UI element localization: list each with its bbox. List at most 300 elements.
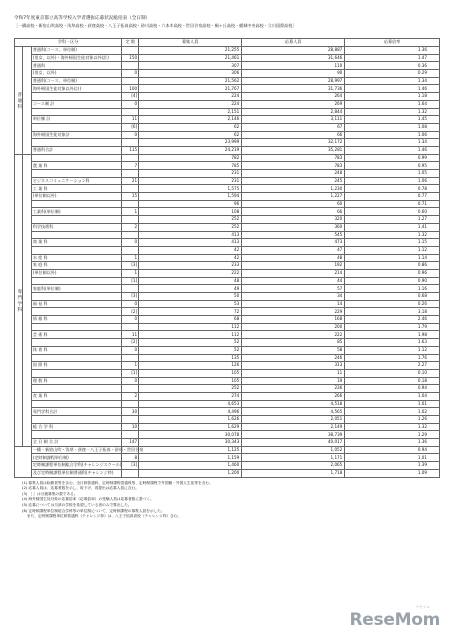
capacity-cell: 30,078 (139, 431, 242, 439)
count-cell: 30 (122, 408, 139, 416)
ratio-cell: 1.64 (345, 100, 440, 108)
footnote: (1) 募集人員は転勤者等を含む。全日制普通科、定時制課程普通科等、定時制課程で外国籍・外国人生徒等を含む。 (22, 480, 213, 485)
capacity-cell: 96 (139, 200, 242, 208)
watermark-logo: ReseMom (349, 610, 440, 630)
capacity-cell: 62 (139, 131, 242, 139)
ratio-cell: 1.06 (345, 177, 440, 185)
count-cell: 1 (122, 269, 139, 277)
capacity-cell: 413 (139, 239, 242, 247)
ratio-cell: 0.94 (345, 385, 440, 393)
ratio-cell: 0.18 (345, 377, 440, 385)
table-row (15, 47, 440, 55)
capacity-cell: 307 (139, 62, 242, 70)
table-row (15, 369, 440, 377)
ratio-cell: 1.32 (345, 423, 440, 431)
ratio-cell: 1.12 (345, 346, 440, 354)
col-header-ratio: 応募倍率 (345, 39, 440, 47)
capacity-cell: 42 (139, 254, 242, 262)
capacity-cell: 274 (139, 392, 242, 400)
ratio-cell: 3.18 (345, 308, 440, 316)
dept-name: 全 日 制 合 計 (31, 439, 121, 447)
capacity-cell: 50 (139, 293, 242, 301)
capacity-cell: 252 (139, 223, 242, 231)
ratio-cell: 0.26 (345, 300, 440, 308)
ratio-cell: 1.04 (345, 392, 440, 400)
capacity-cell: 126 (139, 362, 242, 370)
ratio-cell: 1.47 (345, 54, 440, 62)
table-row (15, 70, 440, 78)
count-cell: 147 (122, 439, 139, 447)
dept-name: 専門学科合計 (31, 408, 121, 416)
capacity-cell: 105 (139, 369, 242, 377)
page-subtitle: ［一橋高校・新宿山吹高校・浅草高校・荻窪高校・八王子拓真高校・砂川高校・六本木高校・世田谷泉高校・桐ヶ丘高校・稲城中央高校・立川国際高校］ (14, 23, 297, 28)
capacity-cell: 52 (139, 346, 242, 354)
table-row (15, 223, 440, 231)
table-row (15, 454, 440, 462)
capacity-cell: 53 (139, 300, 242, 308)
applicants-cell: 44 (242, 277, 345, 285)
capacity-cell: 231 (139, 170, 242, 178)
dept-name (31, 231, 121, 239)
table-row (15, 285, 440, 293)
capacity-cell: 224 (139, 100, 242, 108)
dept-name (31, 339, 121, 347)
applicants-cell: 1,052 (242, 446, 345, 454)
ratio-cell: 1.41 (345, 223, 440, 231)
table-row (15, 108, 440, 116)
count-cell: [3] (122, 462, 139, 470)
table-row (15, 146, 440, 154)
applicants-cell: 11 (242, 369, 345, 377)
count-cell (122, 154, 139, 162)
capacity-cell: 49 (139, 285, 242, 293)
ratio-cell: 0.77 (345, 193, 440, 201)
applicants-cell: 40,017 (242, 439, 345, 447)
dept-name: 工 業 科 (31, 185, 121, 193)
ratio-cell: 1.15 (345, 239, 440, 247)
capacity-cell: 52 (139, 339, 242, 347)
applicants-cell: 28,887 (242, 47, 345, 55)
footnote: (3) ［ ］は分割募集の数である。 (22, 491, 78, 496)
count-cell: 7 (122, 162, 139, 170)
table-row (15, 216, 440, 224)
applicants-cell: 35,281 (242, 146, 345, 154)
count-cell (122, 216, 139, 224)
applicants-cell: 2,051 (242, 416, 345, 424)
applicants-cell: 320 (242, 216, 345, 224)
applicants-cell: 3,111 (242, 116, 345, 124)
applicants-cell: 4,565 (242, 408, 345, 416)
table-row (15, 392, 440, 400)
ratio-cell: 1.29 (345, 431, 440, 439)
capacity-cell: 252 (139, 216, 242, 224)
capacity-cell: 21,767 (139, 85, 242, 93)
applicants-cell: 31,736 (242, 85, 345, 93)
applicants-cell: 545 (242, 231, 345, 239)
count-cell (122, 354, 139, 362)
subgroup-cell (23, 154, 31, 446)
applicants-cell: 66 (242, 131, 345, 139)
applicants-cell: 57 (242, 285, 345, 293)
dept-name: 産 業 科 (31, 392, 121, 400)
capacity-cell: 306 (139, 70, 242, 78)
capacity-cell: 62 (139, 123, 242, 131)
count-cell (122, 170, 139, 178)
capacity-cell: 1,125 (139, 446, 242, 454)
count-cell (122, 416, 139, 424)
applicants-cell: 47 (242, 246, 345, 254)
capacity-cell: 1,626 (139, 416, 242, 424)
applicants-cell: 110 (242, 62, 345, 70)
applicants-cell: 4,518 (242, 400, 345, 408)
count-cell: 0 (122, 316, 139, 324)
dept-name (31, 93, 121, 101)
ratio-cell: 1.34 (345, 77, 440, 85)
ratio-cell: 1.26 (345, 416, 440, 424)
dept-name: 国 際 科 (31, 362, 121, 370)
ratio-cell: 1.16 (345, 285, 440, 293)
applicants-cell: 38,739 (242, 431, 345, 439)
ratio-cell: 1.12 (345, 246, 440, 254)
page-title: 令和7年度東京都立高等学校入学者選抜応募状況総括表（全日制） (14, 16, 151, 21)
dept-name: 総 合 学 科 (31, 423, 121, 431)
count-cell: 0 (122, 70, 139, 78)
capacity-cell: 108 (139, 208, 242, 216)
ratio-cell: 0.90 (345, 277, 440, 285)
table-row (15, 246, 440, 254)
count-cell: 150 (122, 54, 139, 62)
table-row (15, 300, 440, 308)
count-cell (122, 285, 139, 293)
applicants-cell: 67 (242, 123, 345, 131)
applicants-cell: 168 (242, 316, 345, 324)
table-row (15, 316, 440, 324)
count-cell: [3] (122, 293, 139, 301)
capacity-cell: 1,629 (139, 423, 242, 431)
ratio-cell: 0.94 (345, 446, 440, 454)
group-label-futsu: 普 通 科 (15, 47, 23, 155)
ratio-cell: 1.05 (345, 170, 440, 178)
ratio-cell: 1.06 (345, 131, 440, 139)
table-row (15, 385, 440, 393)
capacity-cell: 2,151 (139, 108, 242, 116)
dept-name (31, 216, 121, 224)
applicants-cell: 248 (242, 170, 345, 178)
capacity-cell: 782 (139, 154, 242, 162)
capacity-cell: 24,219 (139, 146, 242, 154)
ratio-cell: 1.39 (345, 462, 440, 470)
count-cell: 10 (122, 423, 139, 431)
capacity-cell: 30,343 (139, 439, 242, 447)
ratio-cell: 0.29 (345, 70, 440, 78)
table-row (15, 462, 440, 470)
capacity-cell: 252 (139, 385, 242, 393)
ratio-cell: 1.27 (345, 216, 440, 224)
capacity-cell: 4,496 (139, 408, 242, 416)
capacity-cell: 112 (139, 323, 242, 331)
capacity-cell: 231 (139, 177, 242, 185)
ratio-cell: 1.01 (345, 400, 440, 408)
capacity-cell: 135 (139, 354, 242, 362)
table-row (15, 239, 440, 247)
table-row (15, 162, 440, 170)
count-cell: [1] (122, 369, 139, 377)
dept-name (31, 323, 121, 331)
table-row (15, 293, 440, 301)
ratio-cell: 1.79 (345, 323, 440, 331)
dept-name (31, 154, 121, 162)
capacity-cell: 4,653 (139, 400, 242, 408)
dept-name: 普通科(コース、単位制) (31, 47, 121, 55)
dept-name (31, 385, 121, 393)
applicants-cell: 90 (242, 70, 345, 78)
count-cell: 0 (122, 300, 139, 308)
capacity-cell: 48 (139, 277, 242, 285)
count-cell (122, 139, 139, 147)
dept-name: 単位制 計 (31, 116, 121, 124)
table-header-row (15, 39, 440, 47)
ratio-cell: 0.36 (345, 62, 440, 70)
dept-name: 工業科(単位制) (31, 208, 121, 216)
col-header-count: 定 数 (122, 39, 139, 47)
table-row (15, 269, 440, 277)
dept-name: 普通科合計 (31, 146, 121, 154)
dept-name (31, 308, 121, 316)
table-row (15, 193, 440, 201)
capacity-cell: 2,146 (139, 116, 242, 124)
ratio-cell: 0.71 (345, 200, 440, 208)
applicants-cell: 14 (242, 300, 345, 308)
table-row (15, 377, 440, 385)
applicants-cell: 48 (242, 254, 345, 262)
ratio-cell: 1.45 (345, 116, 440, 124)
watermark-kana: リセマム (415, 605, 430, 609)
table-row (15, 469, 440, 477)
count-cell (122, 62, 139, 70)
ratio-cell: 1.09 (345, 469, 440, 477)
count-cell (122, 431, 139, 439)
count-cell: 11 (122, 331, 139, 339)
count-cell: [2] (122, 308, 139, 316)
capacity-cell: 785 (139, 162, 242, 170)
dept-name: (男女、以外) (31, 70, 121, 78)
dept-name (31, 416, 121, 424)
applicants-cell: 200 (242, 323, 345, 331)
capacity-cell: 1,575 (139, 185, 242, 193)
applicants-cell: 31,646 (242, 54, 345, 62)
footnote: (4) 海外帰国生徒対象の応募倍率（応募倍率）の受験人員は応募者数に基づく。 (22, 497, 154, 502)
dept-name (31, 170, 121, 178)
dept-name: 定時制課程単位制総合学科(チャレンジスクール) (32, 462, 122, 468)
dept-name: 海外帰国生徒対象計 (31, 131, 121, 139)
table-row (15, 139, 440, 147)
dept-name: 水 産 科 (31, 254, 121, 262)
applicants-cell: 222 (242, 331, 345, 339)
dept-name: 農 業 科 (31, 162, 121, 170)
table-row (15, 446, 440, 454)
table-row (15, 131, 440, 139)
dept-name (31, 108, 121, 116)
ratio-cell: 1.36 (345, 47, 440, 55)
dept-name (31, 354, 121, 362)
count-cell: 0 (122, 100, 139, 108)
applicants-cell: 19 (242, 377, 345, 385)
dept-name: 科学技術科 (31, 223, 121, 231)
applicants-cell: 214 (242, 269, 345, 277)
ratio-cell: 1.76 (345, 354, 440, 362)
capacity-cell: 21,562 (139, 77, 242, 85)
table-row (15, 123, 440, 131)
count-cell: 15 (122, 193, 139, 201)
dept-name (31, 123, 121, 131)
group-label-total (15, 446, 32, 477)
dept-name: (定時制課程単位制) (31, 454, 121, 462)
capacity-cell: 105 (139, 377, 242, 385)
ratio-cell: 0.10 (345, 369, 440, 377)
group-label-senmon: 専 門 学 科 (15, 154, 23, 446)
capacity-cell: 112 (139, 331, 242, 339)
applicants-cell: 236 (242, 385, 345, 393)
count-cell: 0 (122, 346, 139, 354)
applicants-cell: 58 (242, 346, 345, 354)
count-cell: 11 (122, 116, 139, 124)
count-cell: 0 (122, 131, 139, 139)
ratio-cell: 1.32 (345, 108, 440, 116)
dept-name: 体 育 科 (31, 346, 121, 354)
ratio-cell: 0.99 (345, 154, 440, 162)
table-row (15, 231, 440, 239)
table-row (15, 346, 440, 354)
count-cell (122, 400, 139, 408)
count-cell (122, 200, 139, 208)
applicants-cell: 266 (242, 392, 345, 400)
count-cell: [2] (122, 339, 139, 347)
dept-name: 情 報 科 (31, 316, 121, 324)
capacity-cell: 72 (139, 308, 242, 316)
dept-name: 商 業 科 (31, 239, 121, 247)
table-row (15, 177, 440, 185)
dept-name: 海外帰国生徒対象以外(計) (31, 85, 121, 93)
count-cell: 100 (122, 85, 139, 93)
table-row (15, 54, 440, 62)
dept-name (31, 277, 121, 285)
ratio-cell: 1.98 (345, 331, 440, 339)
dept-name (31, 431, 121, 439)
applicants-cell: 1,718 (242, 469, 345, 477)
applicants-cell: 313 (242, 362, 345, 370)
ratio-cell: 1.18 (345, 93, 440, 101)
applicants-cell: 783 (242, 154, 345, 162)
footnote: また、定時制課程単位制普通科（チャレンジ枠）は、八王子拓真高校（チャレンジ枠）含む。 (22, 514, 182, 519)
ratio-cell: 0.68 (345, 293, 440, 301)
count-cell (122, 246, 139, 254)
count-cell: 1 (122, 254, 139, 262)
count-cell: [3] (122, 262, 139, 270)
applicants-cell: 229 (242, 308, 345, 316)
table-row (15, 408, 440, 416)
capacity-cell: 1,460 (139, 462, 242, 470)
capacity-cell: 1,200 (139, 469, 242, 477)
count-cell: [1] (122, 277, 139, 285)
dept-name (31, 369, 121, 377)
capacity-cell: 1,594 (139, 193, 242, 201)
ratio-cell: 0.95 (345, 162, 440, 170)
applicants-cell: 1,227 (242, 193, 345, 201)
table-row (15, 262, 440, 270)
col-header-dept: 学科・区分 (15, 39, 122, 47)
count-cell: 1 (122, 208, 139, 216)
ratio-cell: 0.78 (345, 185, 440, 193)
count-cell (122, 469, 139, 477)
capacity-cell: 42 (139, 246, 242, 254)
ratio-cell: 1.02 (345, 408, 440, 416)
count-cell: 0 (122, 377, 139, 385)
count-cell: [6] (122, 123, 139, 131)
ratio-cell: 1.46 (345, 146, 440, 154)
count-cell (122, 323, 139, 331)
applicants-cell: 473 (242, 239, 345, 247)
applicants-cell: 2,149 (242, 423, 345, 431)
applications-table (14, 38, 440, 478)
dept-name: (男女、以外)・海外帰国生徒対象以外(計) (31, 54, 121, 62)
count-cell: 21 (122, 177, 139, 185)
table-body (15, 47, 440, 478)
applicants-cell: 60 (242, 200, 345, 208)
count-cell: 0 (122, 239, 139, 247)
applicants-cell: 264 (242, 93, 345, 101)
ratio-cell: 1.01 (345, 454, 440, 462)
dept-name: 理 数 科 (31, 377, 121, 385)
ratio-cell: 2.27 (345, 362, 440, 370)
applicants-cell: 1,230 (242, 185, 345, 193)
table-row (15, 93, 440, 101)
dept-name: 及び定時制課程単位制普通科(チャレンジ枠) (31, 469, 121, 477)
ratio-cell: 2.46 (345, 316, 440, 324)
dept-name (31, 139, 121, 147)
count-cell: 2 (122, 392, 139, 400)
ratio-cell: 0.60 (345, 208, 440, 216)
dept-name: 家庭科(単位制) (31, 285, 121, 293)
dept-name: 普通科(コース、単位制) (31, 77, 121, 85)
applicants-cell: 32,172 (242, 139, 345, 147)
table-row (15, 254, 440, 262)
count-cell (122, 231, 139, 239)
col-header-capacity: 募集人員 (139, 39, 242, 47)
applicants-cell: 34 (242, 293, 345, 301)
count-cell (122, 108, 139, 116)
table-row (15, 85, 440, 93)
applicants-cell: 360 (242, 223, 345, 231)
dept-name (31, 293, 121, 301)
footnote: (6) 定時制課程単位制総合学科等の単位制について、定時制課程の募集人員を示した。 (22, 508, 165, 513)
capacity-cell: 233 (139, 262, 242, 270)
count-cell: 1 (122, 362, 139, 370)
col-header-applicants: 応募人員 (242, 39, 345, 47)
ratio-cell: 1.34 (345, 139, 440, 147)
table-row (15, 416, 440, 424)
table-row (15, 277, 440, 285)
count-cell: 115 (122, 146, 139, 154)
count-cell (122, 185, 139, 193)
table-row (15, 423, 440, 431)
capacity-cell: 21,461 (139, 54, 242, 62)
table-row (15, 208, 440, 216)
count-cell (122, 385, 139, 393)
capacity-cell: 23,999 (139, 139, 242, 147)
applicants-cell: 783 (242, 162, 345, 170)
dept-name: コース制 計 (31, 100, 121, 108)
table-row (15, 362, 440, 370)
